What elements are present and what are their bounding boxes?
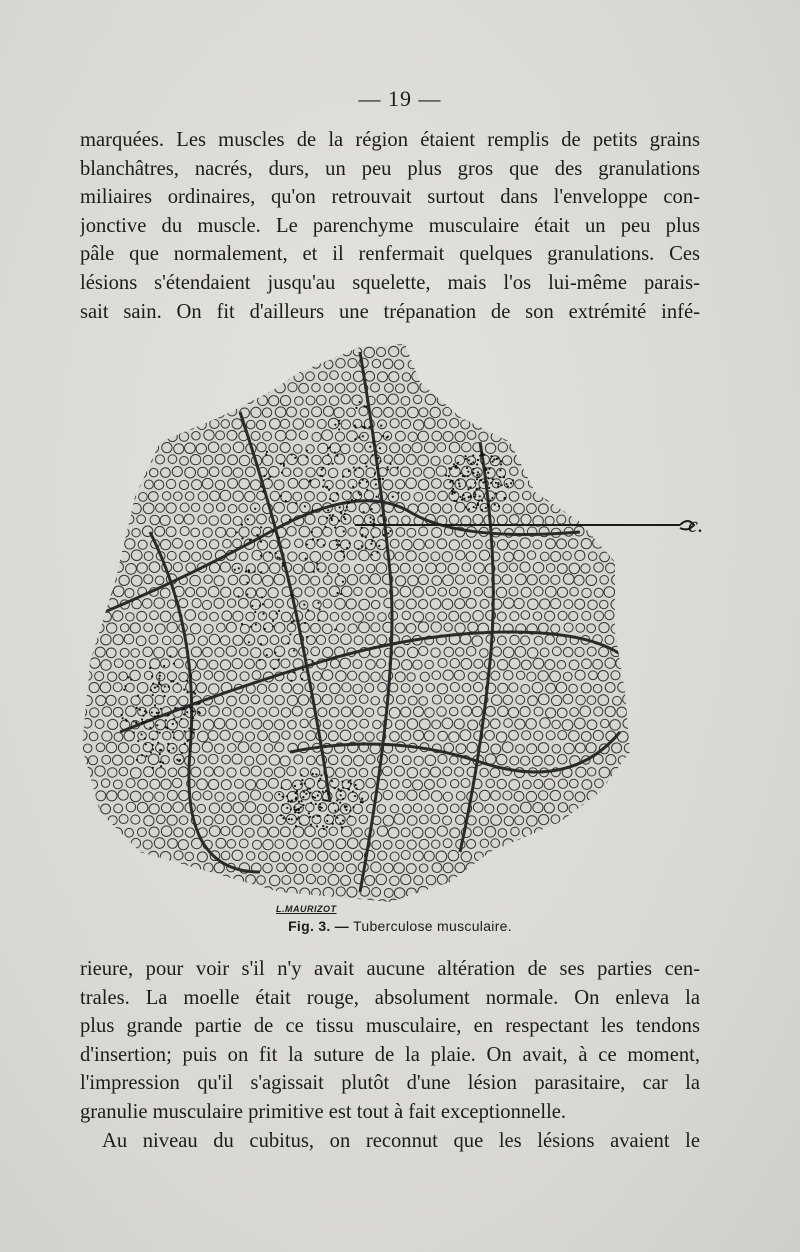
- tissue-section: [60, 332, 720, 922]
- figure-label: Fig. 3. —: [288, 918, 350, 934]
- bottom-paragraph: [80, 955, 700, 1155]
- pointer-label: c.: [688, 512, 704, 537]
- text-line: marquées. Les muscles de la région étaient remplis de petits grains: [80, 129, 700, 151]
- text-line: plus grande partie de ce tissu musculaire, en respectant les tendons: [80, 1015, 700, 1038]
- figure-caption-text: Tuberculose musculaire.: [353, 918, 512, 934]
- text-line: blanchâtres, nacrés, durs, un peu plus gros que des granulations: [80, 157, 700, 180]
- text-line: Au niveau du cubitus, on reconnut que les lésions avaient le: [102, 1129, 700, 1152]
- figure-caption: [0, 918, 800, 934]
- text-line: rieure, pour voir s'il n'y avait aucune altération de ses parties cen-: [80, 958, 700, 980]
- text-line: trales. La moelle était rouge, absolument normale. On enleva la: [80, 986, 700, 1009]
- page-number: — 19 —: [358, 86, 442, 111]
- text-line: jonctive du muscle. Le parenchyme musculaire était un peu plus: [80, 214, 700, 237]
- text-line: granulie musculaire primitive est tout à fait exceptionnelle.: [80, 1100, 567, 1123]
- text-line: miliaires ordinaires, qu'on retrouvait surtout dans l'enveloppe con-: [80, 186, 700, 209]
- text-line: l'impression qu'il s'agissait plutôt d'une lésion parasitaire, car la: [80, 1072, 700, 1095]
- top-paragraph: [80, 126, 700, 326]
- text-line: pâle que normalement, et il renfermait quelques granulations. Ces: [80, 243, 700, 266]
- text-line: d'insertion; puis on fit la suture de la plaie. On avait, à ce moment,: [80, 1043, 700, 1066]
- text-line: lésions s'étendaient jusqu'au squelette, mais l'os lui-même parais-: [80, 271, 700, 294]
- text-line: sait sain. On fit d'ailleurs une trépanation de son extrémité infé-: [80, 300, 700, 323]
- illustrator-signature: L.MAURIZOT: [276, 904, 337, 914]
- muscle-tissue-illustration: [60, 332, 720, 922]
